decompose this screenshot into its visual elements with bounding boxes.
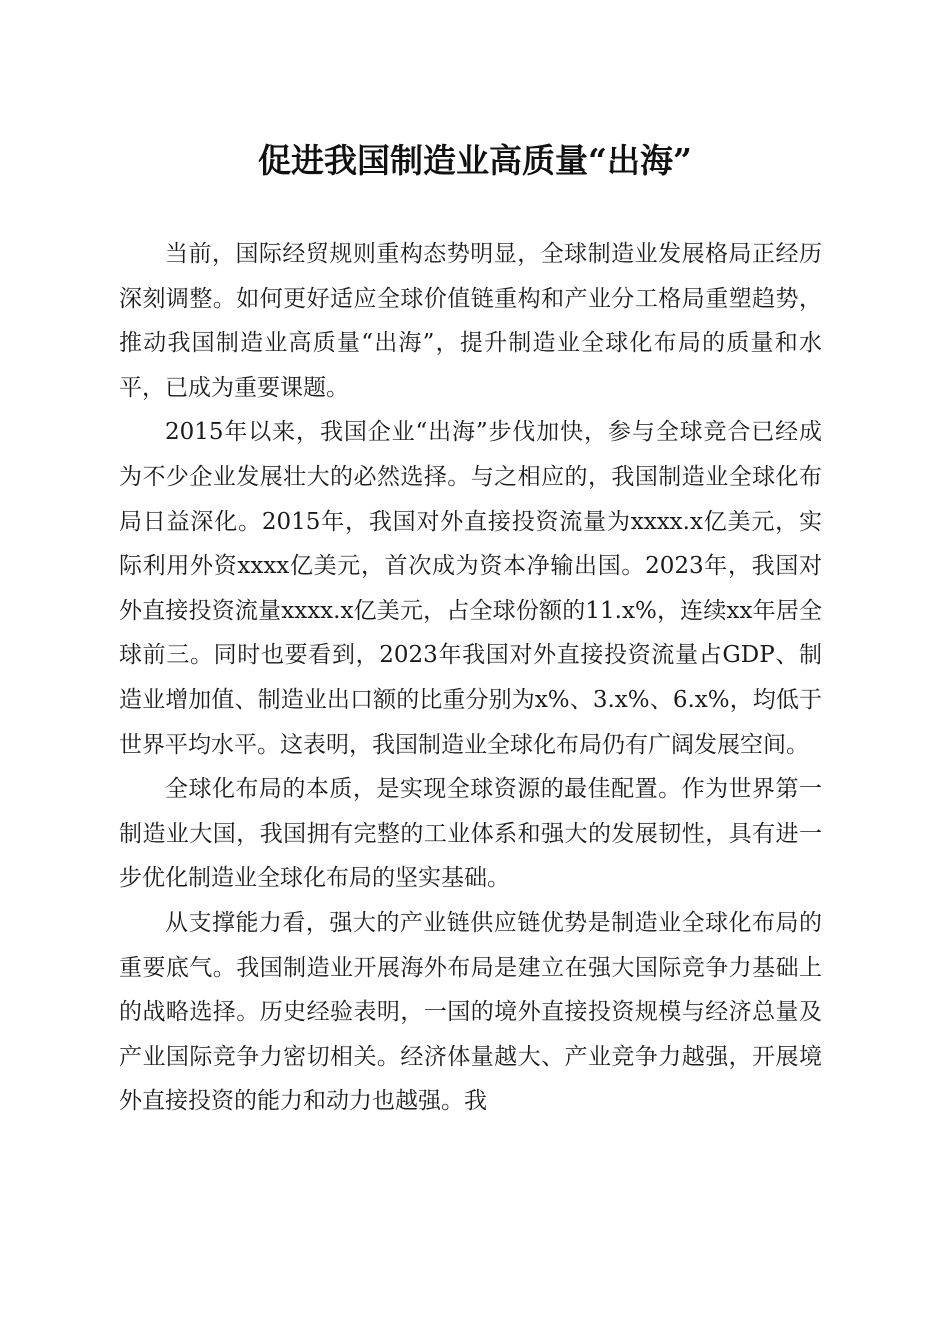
- document-title: 促进我国制造业高质量“出海”: [258, 141, 692, 180]
- paragraph: 2015年以来，我国企业“出海”步伐加快，参与全球竞合已经成为不少企业发展壮大的必然选择。与之相应的，我国制造业全球化布局日益深化。2015年，我国对外直接投资流量为xxxx.x亿美元，实际利用外资xxxx亿美元，首次成为资本净输出国。2023年，我国对外直接投资流量xxxx.x亿美元，占全球份额的11.x%，连续xx年居全球前三。同时也要看到，2023年我国对外直接投资流量占GDP、制造业增加值、制造业出口额的比重分别为x%、3.x%、6.x%，均低于世界平均水平。这表明，我国制造业全球化布局仍有广阔发展空间。: [119, 419, 822, 758]
- document-body: [119, 232, 822, 1124]
- paragraph: 当前，国际经贸规则重构态势明显，全球制造业发展格局正经历深刻调整。如何更好适应全球价值链重构和产业分工格局重塑趋势，推动我国制造业高质量“出海”，提升制造业全球化布局的质量和水平，已成为重要课题。: [119, 241, 822, 401]
- paragraph: 从支撑能力看，强大的产业链供应链优势是制造业全球化布局的重要底气。我国制造业开展海外布局是建立在强大国际竞争力基础上的战略选择。历史经验表明，一国的境外直接投资规模与经济总量及产业国际竞争力密切相关。经济体量越大、产业竞争力越强，开展境外直接投资的能力和动力也越强。我: [119, 909, 822, 1115]
- paragraph: 全球化布局的本质，是实现全球资源的最佳配置。作为世界第一制造业大国，我国拥有完整的工业体系和强大的发展韧性，具有进一步优化制造业全球化布局的坚实基础。: [119, 776, 822, 892]
